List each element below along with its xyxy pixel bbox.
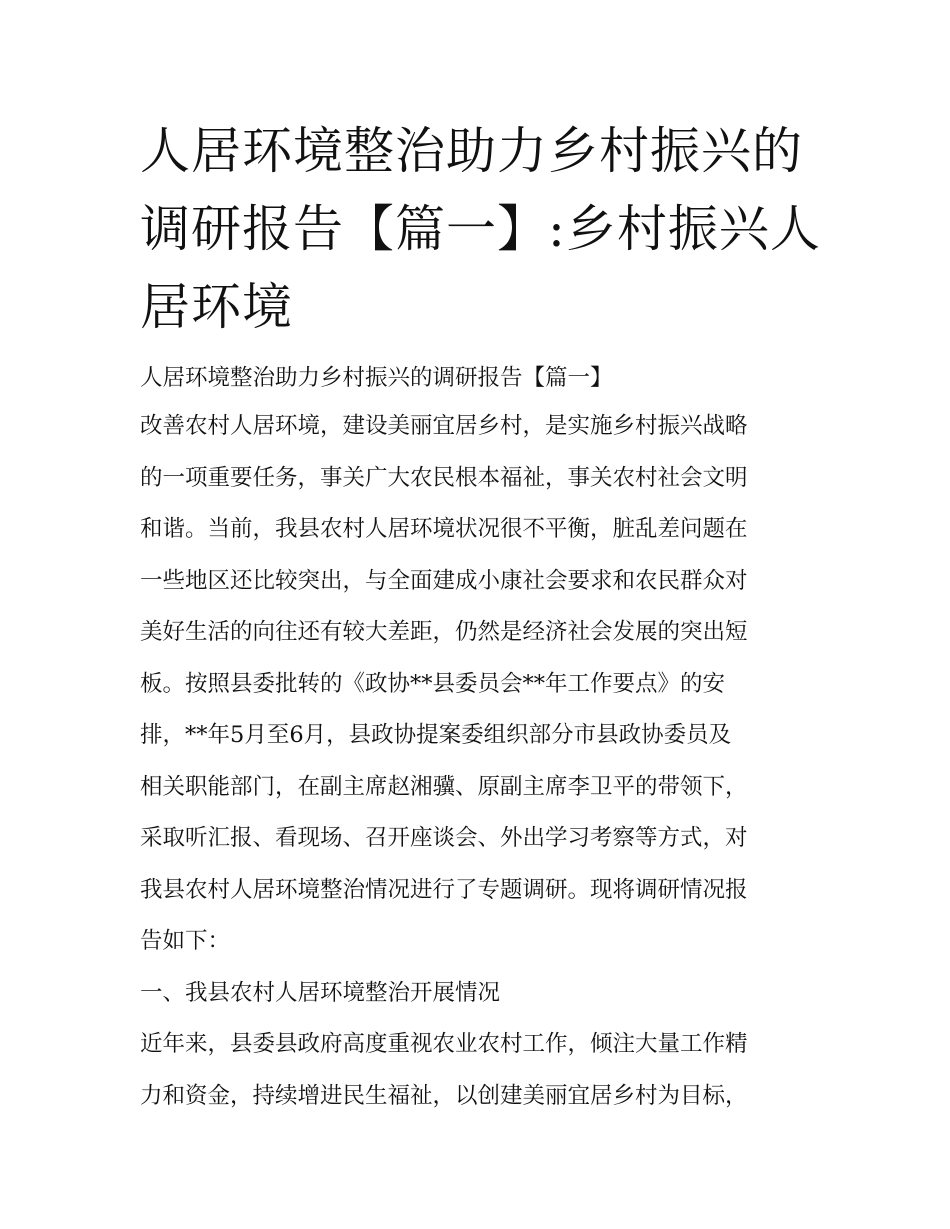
title-line: 调研报告【篇一】:乡村振兴人 (140, 200, 821, 258)
paragraph-line: 相关职能部门，在副主席赵湘骥、原副主席李卫平的带领下， (140, 773, 748, 800)
title-line: 居环境 (140, 278, 293, 336)
paragraph-line: 美好生活的向往还有较大差距，仍然是经济社会发展的突出短 (140, 619, 748, 645)
paragraph-line: 和谐。当前，我县农村人居环境状况很不平衡，脏乱差问题在 (140, 516, 748, 542)
paragraph-line: 近年来，县委县政府高度重视农业农村工作，倾注大量工作精 (140, 1031, 748, 1057)
paragraph-section1 (140, 1019, 830, 1122)
paragraph-line: 告如下： (140, 928, 231, 954)
document-title (140, 112, 820, 346)
title-line: 人居环境整治助力乡村振兴的 (140, 122, 803, 180)
report-subtitle: 人居环境整治助力乡村振兴的调研报告【篇一】 (140, 365, 613, 391)
paragraph-line: 改善农村人居环境，建设美丽宜居乡村，是实施乡村振兴战略 (140, 413, 748, 439)
paragraph-line: 的一项重要任务，事关广大农民根本福祉，事关农村社会文明 (140, 464, 748, 491)
paragraph-intro (140, 401, 830, 968)
paragraph-line: 排，**年5月至6月，县政协提案委组织部分市县政协委员及 (140, 722, 732, 748)
document-body (140, 355, 830, 1122)
paragraph-line: 板。按照县委批转的《政协**县委员会**年工作要点》的安 (140, 670, 726, 697)
section-heading: 一、我县农村人居环境整治开展情况 (140, 979, 501, 1006)
paragraph-line: 我县农村人居环境整治情况进行了专题调研。现将调研情况报 (140, 876, 748, 903)
paragraph-line: 力和资金，持续增进民生福祉，以创建美丽宜居乡村为目标， (140, 1082, 748, 1109)
paragraph-line: 采取听汇报、看现场、召开座谈会、外出学习考察等方式，对 (140, 825, 748, 851)
paragraph-line: 一些地区还比较突出，与全面建成小康社会要求和农民群众对 (140, 567, 748, 594)
